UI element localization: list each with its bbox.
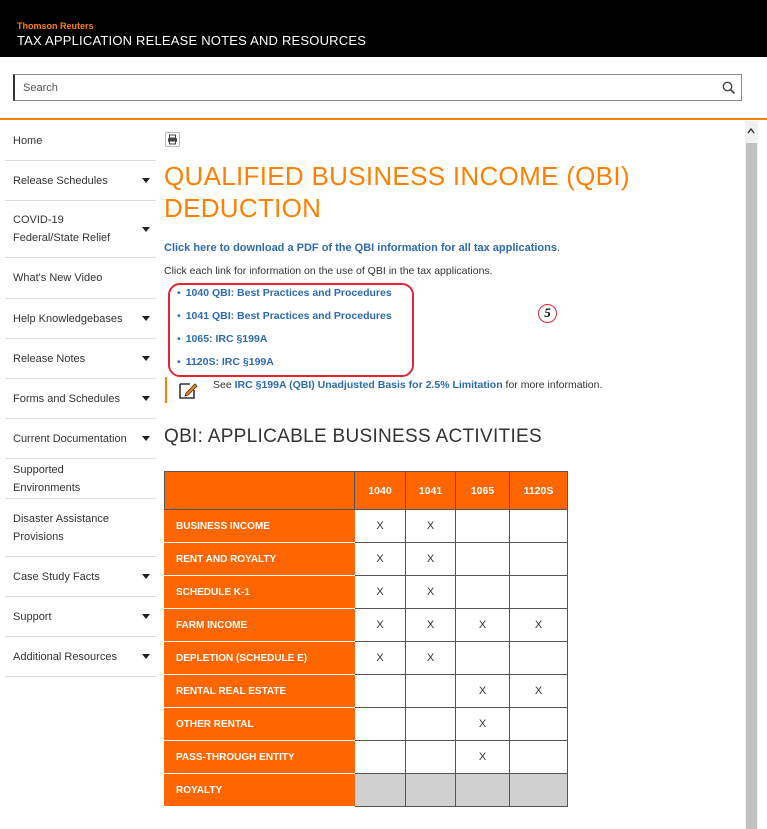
sidebar-item-help-knowledgebases[interactable] <box>5 299 156 339</box>
note-suffix: for more information. <box>502 379 603 391</box>
sidebar-item-supported-environments[interactable] <box>5 459 156 499</box>
chevron-down-icon[interactable] <box>142 356 150 361</box>
sidebar-item-label: Help Knowledgebases <box>13 312 123 325</box>
table-cell <box>510 642 568 675</box>
table-header-row <box>165 472 568 510</box>
column-header: 1120S <box>510 472 568 510</box>
top-bar <box>0 0 767 57</box>
page-title: QUALIFIED BUSINESS INCOME (QBI) DEDUCTION <box>164 161 630 223</box>
table-cell: X <box>406 576 456 609</box>
chevron-down-icon[interactable] <box>142 574 150 579</box>
sidebar-item-label: Home <box>13 134 43 147</box>
chevron-down-icon[interactable] <box>142 316 150 321</box>
scrollbar-thumb[interactable] <box>746 143 757 829</box>
search-icon[interactable] <box>721 80 737 96</box>
pdf-link-suffix: . <box>557 242 561 254</box>
print-icon <box>166 133 179 146</box>
sidebar-item-forms-and-schedules[interactable] <box>5 379 156 419</box>
table-cell: X <box>355 510 406 543</box>
pdf-download-link[interactable]: Click here to download a PDF of the QBI information for all tax applications <box>164 242 557 254</box>
table-row <box>165 642 568 675</box>
table-cell <box>355 675 406 708</box>
table-cell: X <box>456 609 510 642</box>
row-header: BUSINESS INCOME <box>165 510 355 543</box>
table-row <box>165 576 568 609</box>
list-item: • 1065: IRC §199A <box>177 333 268 345</box>
sidebar-item-support[interactable] <box>5 597 156 637</box>
table-cell: X <box>355 609 406 642</box>
column-header: 1040 <box>355 472 406 510</box>
table-row <box>165 543 568 576</box>
table-cell: X <box>456 741 510 774</box>
sidebar-item-label: Release Schedules <box>13 174 108 187</box>
table-cell <box>355 774 406 807</box>
table-cell <box>510 576 568 609</box>
sidebar-item-covid-relief[interactable] <box>5 201 156 258</box>
table-cell: X <box>456 675 510 708</box>
qbi-link-1120s[interactable]: 1120S: IRC §199A <box>185 356 274 368</box>
pdf-download-link-row <box>164 242 560 254</box>
table-cell <box>510 774 568 807</box>
table-cell <box>406 675 456 708</box>
annotation-callout-number: 5 <box>538 304 557 323</box>
sidebar-item-home[interactable] <box>5 121 156 161</box>
sidebar-item-label: Support <box>13 610 52 623</box>
table-row <box>165 708 568 741</box>
table-cell: X <box>456 708 510 741</box>
table-cell <box>355 741 406 774</box>
table-row <box>165 675 568 708</box>
chevron-down-icon[interactable] <box>142 614 150 619</box>
list-item: • 1040 QBI: Best Practices and Procedures <box>177 287 392 299</box>
table-cell <box>456 774 510 807</box>
chevron-down-icon[interactable] <box>142 436 150 441</box>
table-cell <box>510 708 568 741</box>
qbi-activities-table <box>164 471 568 807</box>
chevron-down-icon[interactable] <box>142 654 150 659</box>
sidebar-item-current-documentation[interactable] <box>5 419 156 459</box>
row-header: PASS-THROUGH ENTITY <box>165 741 355 774</box>
sidebar-item-whats-new-video[interactable] <box>5 258 156 299</box>
sidebar-item-release-notes[interactable] <box>5 339 156 379</box>
note-accent-bar <box>165 377 167 403</box>
note-prefix: See <box>213 379 235 391</box>
table-cell: X <box>355 576 406 609</box>
row-header: DEPLETION (SCHEDULE E) <box>165 642 355 675</box>
sidebar-item-label: What's New Video <box>13 272 103 284</box>
table-cell <box>510 510 568 543</box>
table-cell: X <box>406 642 456 675</box>
row-header: ROYALTY <box>165 774 355 807</box>
edit-note-icon <box>177 379 199 401</box>
annotation-highlight-box <box>168 283 414 377</box>
table-cell <box>406 741 456 774</box>
table-cell <box>456 543 510 576</box>
row-header: RENT AND ROYALTY <box>165 543 355 576</box>
table-row <box>165 609 568 642</box>
table-cell: X <box>510 609 568 642</box>
table-row <box>165 510 568 543</box>
list-item: • 1120S: IRC §199A <box>177 356 274 368</box>
print-button[interactable] <box>165 132 180 147</box>
table-cell: X <box>510 675 568 708</box>
table-cell: X <box>355 543 406 576</box>
brand-name[interactable]: Thomson Reuters <box>17 21 94 31</box>
chevron-down-icon[interactable] <box>142 227 150 232</box>
sidebar-item-label: Disaster Assistance Provisions <box>13 512 109 543</box>
table-row <box>165 741 568 774</box>
chevron-down-icon[interactable] <box>142 178 150 183</box>
row-header: FARM INCOME <box>165 609 355 642</box>
scrollbar[interactable] <box>745 121 758 829</box>
search-box <box>13 74 742 101</box>
sidebar-item-additional-resources[interactable] <box>5 637 156 677</box>
sidebar-item-disaster-assistance[interactable] <box>5 499 156 557</box>
sidebar-item-label: Supported Environments <box>13 463 81 494</box>
table-row <box>165 774 568 807</box>
table-cell: X <box>406 543 456 576</box>
section-title: QBI: APPLICABLE BUSINESS ACTIVITIES <box>164 426 542 447</box>
row-header: OTHER RENTAL <box>165 708 355 741</box>
table-cell <box>456 576 510 609</box>
intro-text: Click each link for information on the use of QBI in the tax applications. <box>164 265 493 277</box>
sidebar-item-label: Forms and Schedules <box>13 392 120 405</box>
table-cell <box>355 708 406 741</box>
column-header: 1065 <box>456 472 510 510</box>
qbi-link-1041[interactable]: 1041 QBI: Best Practices and Procedures <box>185 310 392 322</box>
note-text <box>213 379 602 391</box>
sidebar-item-label: Current Documentation <box>13 432 127 445</box>
sidebar-item-label: Case Study Facts <box>13 570 100 583</box>
chevron-up-icon[interactable] <box>747 127 755 135</box>
search-input[interactable] <box>15 75 703 100</box>
qbi-link-1040[interactable]: 1040 QBI: Best Practices and Procedures <box>185 287 392 299</box>
table-cell <box>510 741 568 774</box>
table-cell <box>406 774 456 807</box>
unadjusted-basis-link[interactable]: IRC §199A (QBI) Unadjusted Basis for 2.5% Limitation <box>234 379 503 391</box>
table-cell: X <box>406 609 456 642</box>
table-cell <box>456 510 510 543</box>
sidebar-item-label: Release Notes <box>13 352 86 365</box>
list-item: • 1041 QBI: Best Practices and Procedures <box>177 310 392 322</box>
header-divider <box>0 118 767 120</box>
table-cell: X <box>406 510 456 543</box>
chevron-down-icon[interactable] <box>142 396 150 401</box>
table-cell <box>456 642 510 675</box>
column-header: 1041 <box>406 472 456 510</box>
sidebar-item-label: Additional Resources <box>13 650 117 663</box>
sidebar-item-case-study-facts[interactable] <box>5 557 156 597</box>
row-header: SCHEDULE K-1 <box>165 576 355 609</box>
table-cell <box>510 543 568 576</box>
app-title[interactable]: TAX APPLICATION RELEASE NOTES AND RESOURCES <box>17 33 367 48</box>
sidebar-item-release-schedules[interactable] <box>5 161 156 201</box>
info-note <box>165 377 625 403</box>
sidebar-nav <box>5 121 156 677</box>
qbi-link-1065[interactable]: 1065: IRC §199A <box>185 333 268 345</box>
row-header: RENTAL REAL ESTATE <box>165 675 355 708</box>
table-cell <box>406 708 456 741</box>
table-header-blank <box>165 472 355 510</box>
table-cell: X <box>355 642 406 675</box>
sidebar-item-label: COVID-19 Federal/State Relief <box>13 214 111 244</box>
